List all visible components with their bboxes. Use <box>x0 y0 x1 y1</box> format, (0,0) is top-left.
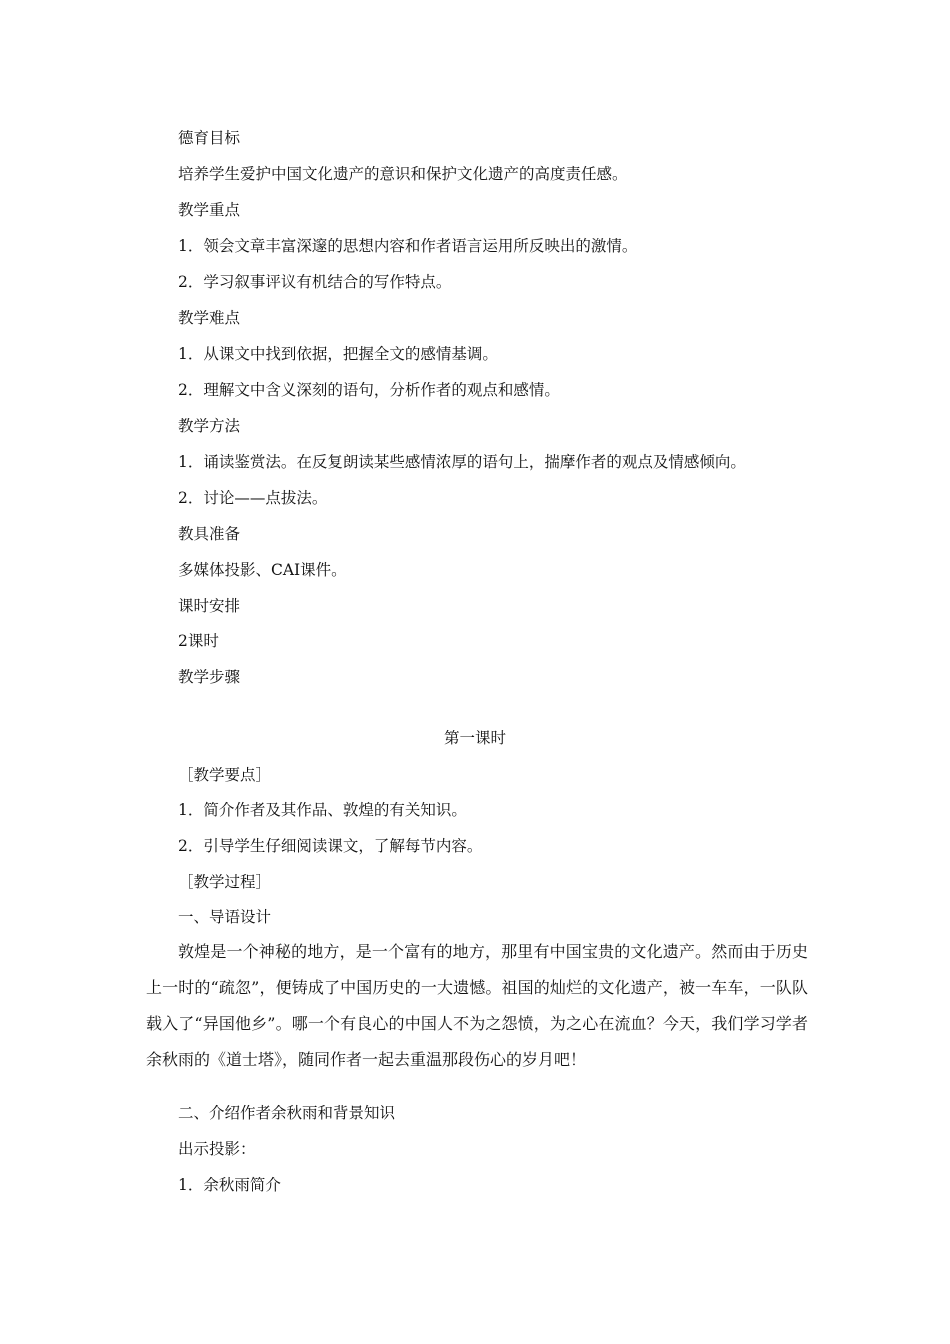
tools-text: 多媒体投影、CAI课件。 <box>178 561 347 579</box>
method-heading: 教学方法 <box>178 417 241 435</box>
author-heading: 二、介绍作者余秋雨和背景知识 <box>178 1104 396 1122</box>
method-item: 2．讨论——点拔法。 <box>178 489 328 507</box>
schedule-heading: 课时安排 <box>178 597 241 615</box>
lesson-points-heading: ［教学要点］ <box>178 766 272 784</box>
key-points-heading: 教学重点 <box>178 201 241 219</box>
intro-paragraph: 敦煌是一个神秘的地方，是一个富有的地方，那里有中国宝贵的文化遗产。然而由于历史上一时的“疏忽”，便铸成了中国历史的一大遗憾。祖国的灿烂的文化遗产，被一车车，一队队载入了“异国他乡”。哪一个有良心的中国人不为之怨愤，为之心在流血？今天，我们学习学者余秋雨的《道士塔》，随同作者一起去重温那段伤心的岁月吧！ <box>146 942 808 1069</box>
difficulty-item: 2．理解文中含义深刻的语句，分析作者的观点和感情。 <box>178 381 560 399</box>
tools-heading: 教具准备 <box>178 525 241 543</box>
difficulty-item: 1．从课文中找到依据，把握全文的感情基调。 <box>178 345 498 363</box>
key-point-item: 2．学习叙事评议有机结合的写作特点。 <box>178 273 452 291</box>
lesson-point-item: 2．引导学生仔细阅读课文，了解每节内容。 <box>178 837 483 855</box>
moral-goal-text: 培养学生爱护中国文化遗产的意识和保护文化遗产的高度责任感。 <box>178 165 628 183</box>
lesson-point-item: 1．简介作者及其作品、敦煌的有关知识。 <box>178 801 467 819</box>
intro-heading: 一、导语设计 <box>178 908 272 926</box>
difficulty-heading: 教学难点 <box>178 309 241 327</box>
lesson-process-heading: ［教学过程］ <box>178 873 272 891</box>
method-item: 1．诵读鉴赏法。在反复朗读某些感情浓厚的语句上，揣摩作者的观点及情感倾向。 <box>178 453 746 471</box>
key-point-item: 1．领会文章丰富深邃的思想内容和作者语言运用所反映出的激情。 <box>178 237 638 255</box>
author-bio-item: 1．余秋雨简介 <box>178 1176 281 1194</box>
moral-goal-heading: 德育目标 <box>178 129 241 147</box>
lesson-title: 第一课时 <box>443 729 506 747</box>
steps-heading: 教学步骤 <box>178 668 241 686</box>
schedule-text: 2课时 <box>178 632 219 650</box>
projection-label: 出示投影： <box>178 1140 256 1158</box>
